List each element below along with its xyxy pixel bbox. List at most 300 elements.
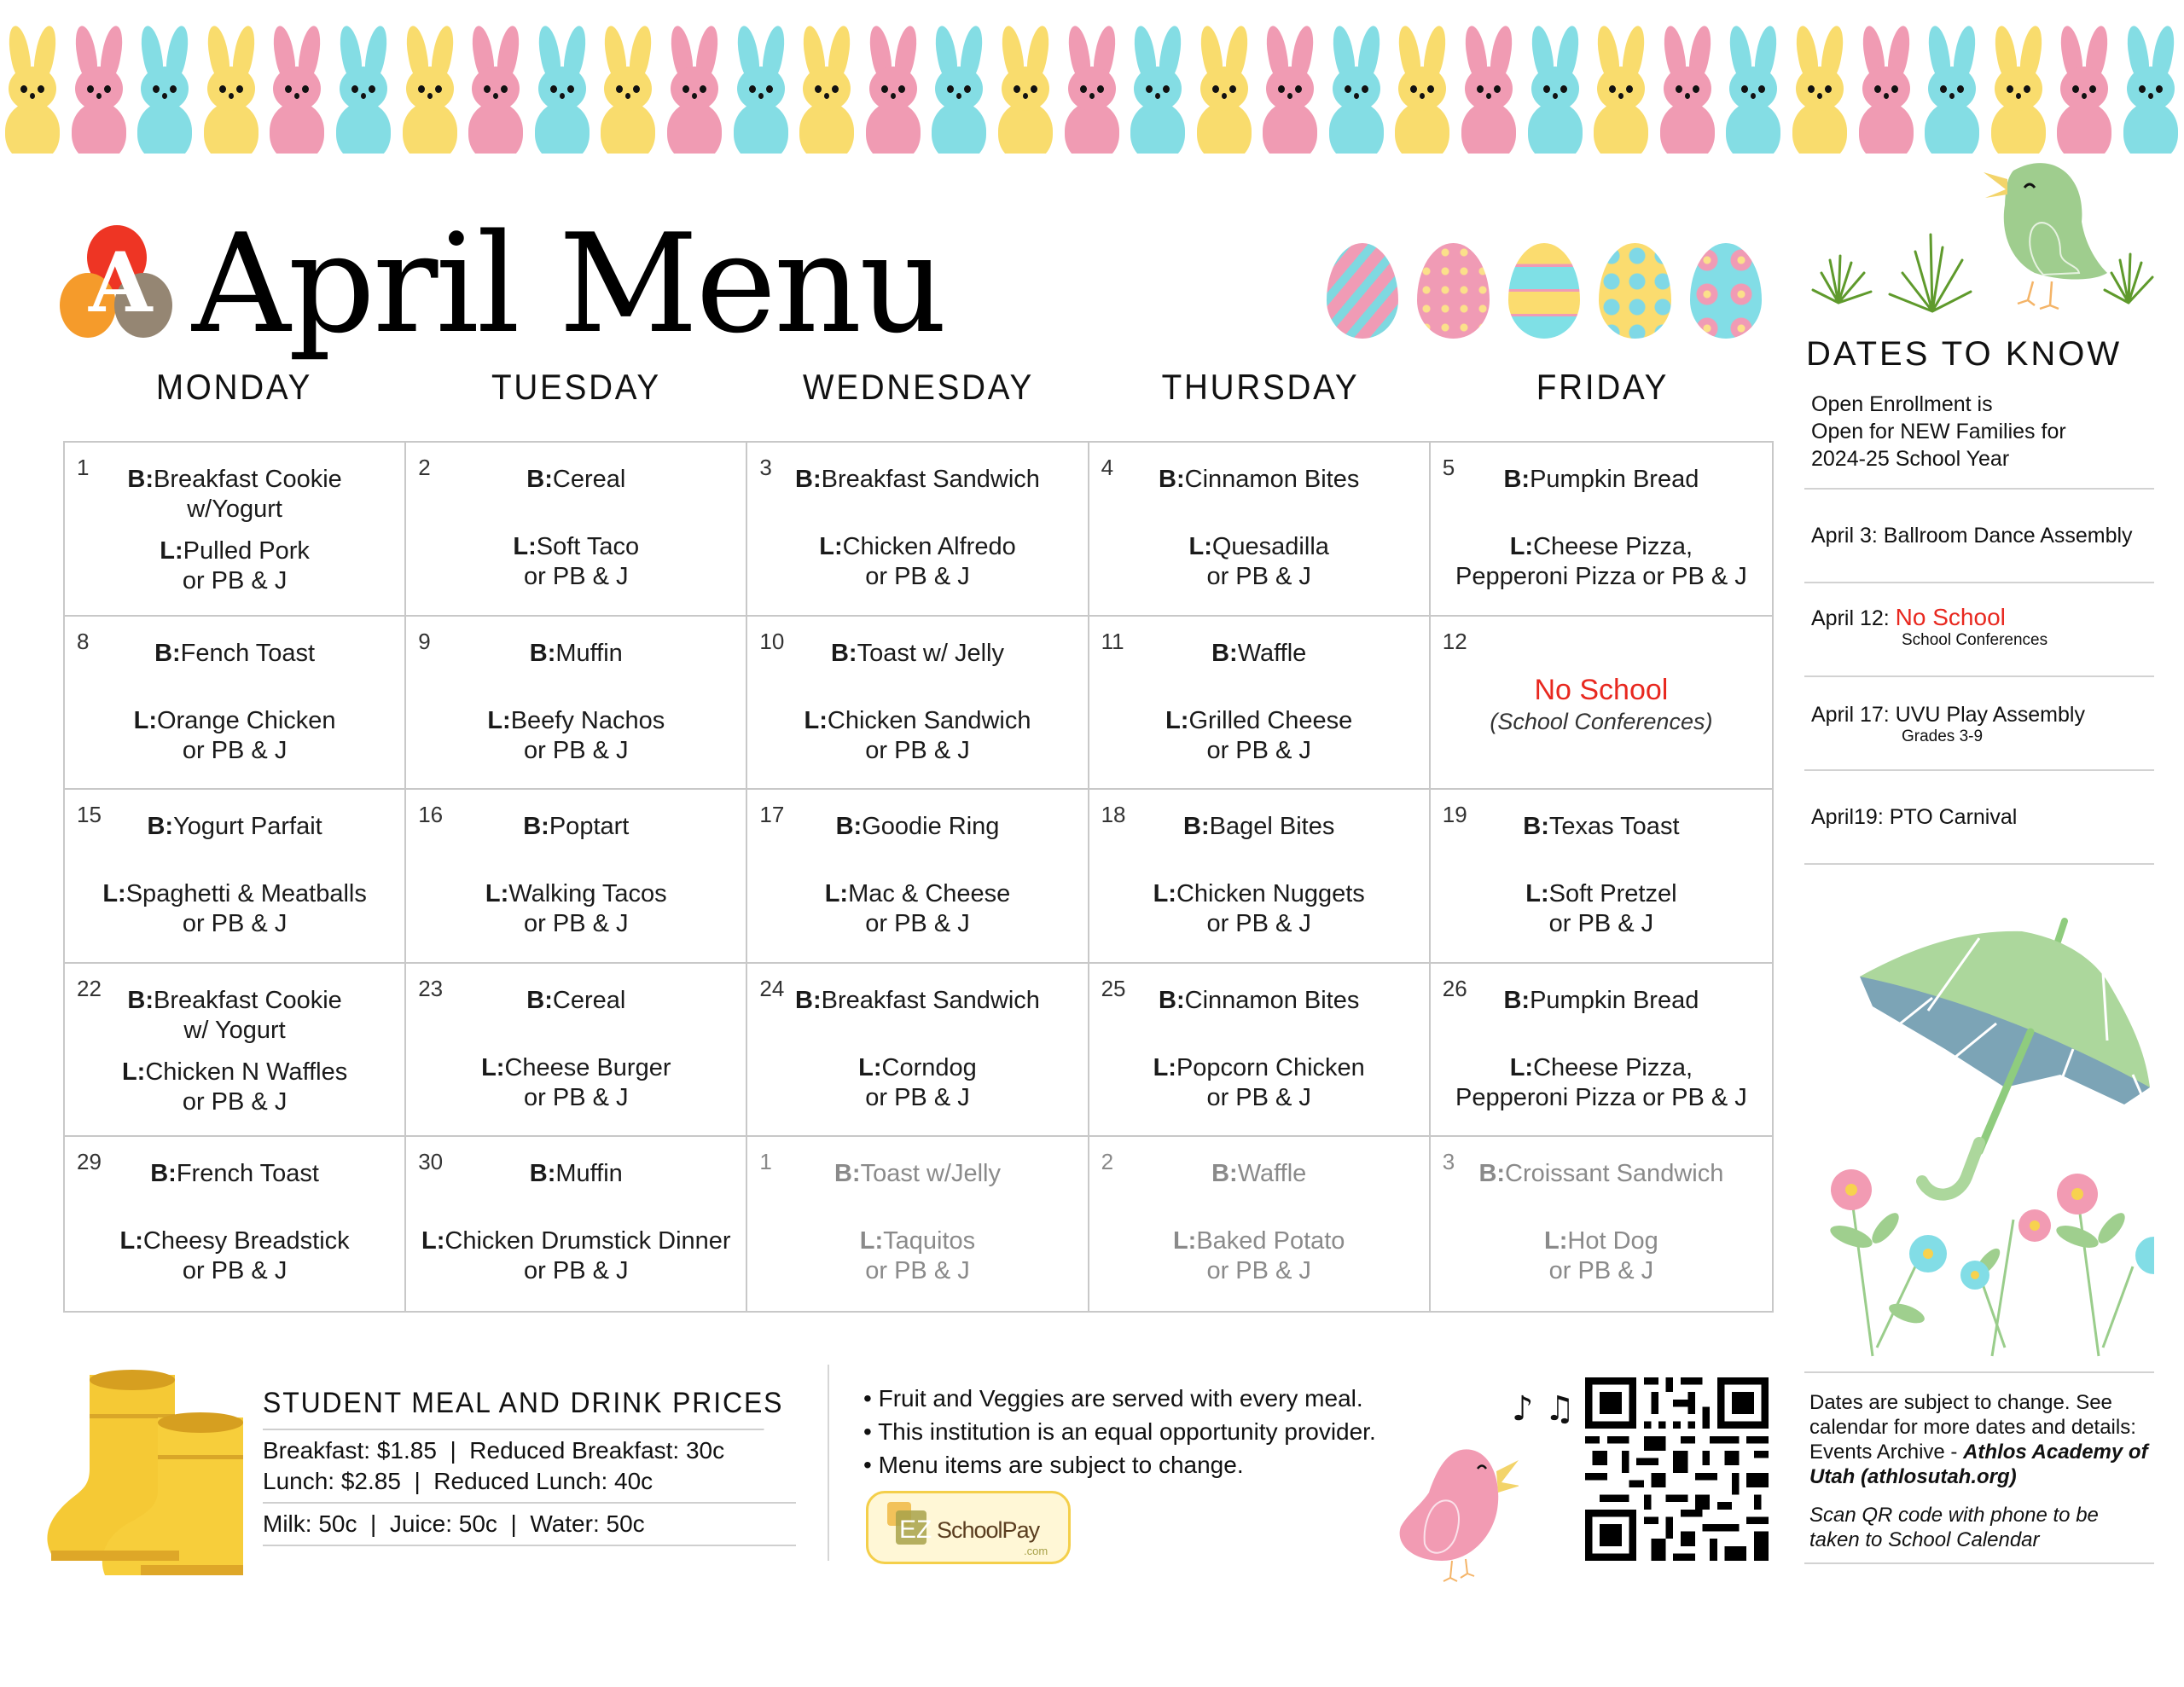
day-number: 2: [418, 455, 431, 480]
breakfast-item: [65, 1159, 404, 1189]
lunch-text: Pulled Pork: [183, 537, 310, 565]
day-number: 8: [77, 628, 90, 654]
breakfast-prefix: B:: [1211, 1160, 1238, 1188]
day-header-friday: FRIDAY: [1536, 367, 1670, 407]
bunny-icon: [530, 17, 596, 154]
breakfast-text: Cinnamon Bites: [1184, 986, 1360, 1014]
day-number: 18: [1101, 802, 1126, 828]
dates-to-know-title: DATES TO KNOW: [1806, 335, 2123, 373]
day-number: 1: [77, 455, 90, 480]
calendar-note: Dates are subject to change. See calendar for more dates and details: Events Archive -: [1809, 1391, 2136, 1464]
calendar-day-cell: [406, 443, 747, 617]
lunch-text: Chicken Alfredo: [842, 533, 1016, 560]
breakfast-item: [406, 812, 746, 842]
breakfast-text: Cereal: [552, 986, 626, 1014]
bunny-icon: [1721, 17, 1787, 154]
calendar-day-cell: [1431, 617, 1772, 791]
day-number: 3: [759, 455, 772, 480]
meal-prices: [263, 1387, 796, 1546]
date-item-april-17: [1804, 677, 2154, 771]
lunch-item: [406, 879, 746, 909]
bunny-icon: [662, 17, 729, 154]
lunch-prefix: L:: [102, 880, 126, 908]
sidebar-footer: [1804, 1371, 2154, 1564]
bunny-icon: [1986, 17, 2053, 154]
day-number: 3: [1442, 1149, 1455, 1175]
athlos-link[interactable]: Athlos Academy of Utah (athlosutah.org): [1809, 1441, 2148, 1488]
lunch-alternative: or PB & J: [524, 1083, 629, 1111]
breakfast-text: Muffin: [555, 639, 623, 667]
lunch-item: [747, 706, 1087, 736]
lunch-prefix: L:: [1509, 533, 1534, 560]
lunch-item: [1089, 1226, 1429, 1256]
date-event-sub: Grades 3-9: [1902, 728, 1984, 745]
lunch-alternative: or PB & J: [865, 1257, 970, 1285]
lunch-prefix: L:: [421, 1227, 445, 1255]
date-item-text: Open for NEW Families for: [1811, 420, 2066, 443]
day-number: 25: [1101, 975, 1126, 1001]
lunch-prefix: L:: [119, 1227, 143, 1255]
day-number: 5: [1442, 455, 1455, 480]
breakfast-text: Pumpkin Bread: [1530, 466, 1699, 493]
day-header-tuesday: TUESDAY: [491, 367, 661, 407]
date-item-april-12: [1804, 583, 2154, 677]
date-item-text: 2024-25 School Year: [1811, 447, 2010, 471]
day-number: 15: [77, 802, 102, 828]
bunny-icon: [1787, 17, 1854, 154]
bunny-icon: [199, 17, 265, 154]
breakfast-text: French Toast: [176, 1160, 319, 1188]
lunch-text: Chicken Nuggets: [1176, 880, 1365, 908]
bunny-icon: [1456, 17, 1523, 154]
breakfast-text: Croissant Sandwich: [1505, 1160, 1724, 1188]
lunch-prefix: L:: [1172, 1227, 1197, 1255]
lunch-text: Beefy Nachos: [510, 706, 665, 734]
lunch-alternative: or PB & J: [182, 910, 288, 938]
lunch-prefix: L:: [859, 1227, 884, 1255]
lunch-alternative: or PB & J: [865, 736, 970, 764]
calendar-day-cell: [747, 1137, 1089, 1311]
breakfast-text: Cinnamon Bites: [1184, 466, 1360, 493]
date-event: PTO Carnival: [1889, 805, 2018, 829]
calendar-day-cell: [1431, 1137, 1772, 1311]
lunch-text: Hot Dog: [1567, 1227, 1658, 1255]
lunch-prefix: L:: [1544, 1227, 1568, 1255]
breakfast-text: Breakfast Sandwich: [821, 466, 1040, 493]
logo-letter: A: [89, 235, 153, 331]
date-event: Ballroom Dance Assembly: [1883, 524, 2133, 548]
day-number: 11: [1101, 628, 1124, 654]
no-school-note: (School Conferences): [1490, 708, 1713, 734]
lunch-alternative: or PB & J: [865, 1083, 970, 1111]
date-label: April 17:: [1811, 703, 1890, 727]
calendar-day-cell: [1089, 790, 1431, 964]
umbrella-icon: [1804, 904, 2154, 1365]
bird-and-grass-illustration: [1804, 154, 2154, 320]
bunny-icon: [398, 17, 464, 154]
bunny-icon: [1192, 17, 1258, 154]
lunch-item: [1089, 706, 1429, 736]
calendar-day-cell: [1089, 1137, 1431, 1311]
date-event-no-school: No School: [1895, 604, 2006, 630]
date-event: UVU Play Assembly: [1895, 703, 2085, 727]
lunch-alternative: or PB & J: [182, 736, 288, 764]
lunch-text: Baked Potato: [1196, 1227, 1345, 1255]
lunch-prefix: L:: [1188, 533, 1212, 560]
lunch-prefix: L:: [819, 533, 843, 560]
breakfast-item: [406, 465, 746, 495]
breakfast-prefix: B:: [127, 466, 154, 493]
breakfast-prefix: B:: [1523, 813, 1549, 841]
lunch-text: Soft Pretzel: [1548, 880, 1677, 908]
lunch-alternative: or PB & J: [182, 1087, 288, 1116]
breakfast-prefix: B:: [526, 986, 553, 1014]
breakfast-prefix: B:: [127, 986, 154, 1014]
breakfast-text: Toast w/Jelly: [860, 1160, 1001, 1188]
breakfast-item: [65, 465, 404, 495]
lunch-prefix: L:: [487, 706, 511, 734]
breakfast-prefix: B:: [1211, 639, 1238, 667]
bunny-icon: [1258, 17, 1324, 154]
day-number: 22: [77, 975, 102, 1001]
breakfast-item: [65, 812, 404, 842]
breakfast-prefix: B:: [795, 986, 822, 1014]
breakfast-item: [406, 986, 746, 1016]
lunch-item: [406, 1226, 746, 1256]
lunch-text: Soft Taco: [536, 533, 640, 560]
calendar-day-cell: [1431, 964, 1772, 1138]
lunch-item: [65, 1226, 404, 1256]
date-item-april-19: [1804, 771, 2154, 865]
lunch-prefix: L:: [133, 706, 157, 734]
calendar-day-cell: [1089, 964, 1431, 1138]
lunch-item: [747, 532, 1087, 562]
lunch-alternative: Pepperoni Pizza or PB & J: [1455, 563, 1747, 590]
bunny-icon: [993, 17, 1060, 154]
lunch-alternative: or PB & J: [182, 567, 288, 594]
lunch-text: Cheese Burger: [504, 1053, 671, 1081]
calendar-day-cell: [406, 1137, 747, 1311]
drink-prices: Milk: 50c | Juice: 50c | Water: 50c: [263, 1504, 796, 1546]
lunch-text: Mac & Cheese: [848, 880, 1011, 908]
bunny-icon: [1589, 17, 1655, 154]
calendar-day-cell: [65, 790, 406, 964]
breakfast-text: Cereal: [552, 466, 626, 493]
umbrella-flowers-illustration: [1804, 904, 2154, 1365]
lunch-prefix: L:: [858, 1053, 882, 1081]
lunch-prefix: L:: [485, 880, 509, 908]
school-logo: [60, 225, 181, 338]
qr-instruction: Scan QR code with phone to be taken to School Calendar: [1809, 1504, 2099, 1551]
breakfast-prefix: B:: [150, 1160, 177, 1188]
breakfast-prefix: B:: [1159, 986, 1185, 1014]
bunny-icon: [463, 17, 530, 154]
lunch-alternative: or PB & J: [524, 736, 629, 764]
breakfast-text: Muffin: [555, 1160, 623, 1188]
breakfast-item: [1431, 986, 1772, 1016]
spotted-egg-icon: [1599, 243, 1670, 339]
breakfast-prefix: B:: [526, 466, 553, 493]
bunny-icon: [1920, 17, 1986, 154]
lunch-item: [65, 879, 404, 909]
day-number: 1: [759, 1149, 772, 1175]
date-event-sub: School Conferences: [1902, 631, 2048, 649]
note-subject-to-change: • Menu items are subject to change.: [863, 1448, 1376, 1481]
bunny-icon: [1854, 17, 1920, 154]
bunny-icon: [132, 17, 199, 154]
ezschoolpay-logo[interactable]: [866, 1491, 1071, 1564]
lunch-item: [65, 1058, 404, 1087]
date-label: April 3:: [1811, 524, 1878, 548]
dates-list: [1804, 391, 2154, 865]
breakfast-text: Fench Toast: [180, 639, 316, 667]
lunch-text: Taquitos: [883, 1227, 976, 1255]
breakfast-item: [1431, 465, 1772, 495]
date-item-text: Open Enrollment is: [1811, 392, 1993, 416]
lunch-text: Spaghetti & Meatballs: [125, 880, 367, 908]
breakfast-prefix: B:: [795, 466, 822, 493]
easter-eggs: [1327, 243, 1762, 341]
breakfast-item: [1089, 465, 1429, 495]
breakfast-item: [747, 812, 1087, 842]
ezschoolpay-tld: .com: [1024, 1545, 1048, 1557]
breakfast-text: Waffle: [1237, 639, 1307, 667]
breakfast-prefix: B:: [1183, 813, 1210, 841]
date-label: April 12:: [1811, 606, 1890, 630]
section-divider: [828, 1365, 829, 1561]
lunch-item: [1089, 1053, 1429, 1083]
dotted-egg-icon: [1417, 243, 1489, 339]
breakfast-text: w/ Yogurt: [183, 1016, 286, 1044]
lunch-item: [65, 536, 404, 566]
breakfast-item: [65, 986, 404, 1016]
lunch-item: [406, 1053, 746, 1083]
lunch-item: [65, 706, 404, 736]
breakfast-item: [1431, 812, 1772, 842]
day-number: 30: [418, 1149, 444, 1175]
calendar-day-cell: [65, 617, 406, 791]
breakfast-prefix: B:: [154, 639, 181, 667]
page-title: April Menu: [192, 204, 945, 363]
lunch-prefix: L:: [804, 706, 828, 734]
lunch-item: [406, 706, 746, 736]
bunny-icon: [1060, 17, 1126, 154]
lunch-prefix: L:: [824, 880, 849, 908]
ezschoolpay-name: SchoolPay: [937, 1517, 1040, 1543]
lunch-item: [1089, 532, 1429, 562]
lunch-item: [1089, 879, 1429, 909]
breakfast-prefix: B:: [1159, 466, 1185, 493]
breakfast-prefix: B:: [834, 1160, 861, 1188]
breakfast-price: Breakfast: $1.85 | Reduced Breakfast: 30c: [263, 1437, 725, 1464]
breakfast-prefix: B:: [835, 813, 863, 841]
dates-sidebar: [1804, 154, 2154, 865]
note-equal-opportunity: • This institution is an equal opportunity provider.: [863, 1415, 1376, 1448]
prices-title: STUDENT MEAL AND DRINK PRICES: [263, 1387, 764, 1430]
lunch-price: Lunch: $2.85 | Reduced Lunch: 40c: [263, 1468, 653, 1494]
calendar-day-cell: [747, 443, 1089, 617]
day-number: 23: [418, 975, 444, 1001]
lunch-alternative: or PB & J: [865, 563, 970, 590]
bunny-icon: [1125, 17, 1192, 154]
bunny-icon: [861, 17, 927, 154]
lunch-prefix: L:: [481, 1053, 505, 1081]
lunch-alternative: or PB & J: [1206, 910, 1311, 938]
lunch-text: Quesadilla: [1211, 533, 1329, 560]
breakfast-prefix: B:: [1478, 1160, 1506, 1188]
breakfast-prefix: B:: [1503, 986, 1531, 1014]
breakfast-text: w/Yogurt: [187, 496, 282, 523]
lunch-alternative: or PB & J: [1206, 1257, 1311, 1285]
bunny-icon: [2052, 17, 2118, 154]
lunch-text: Cheese Pizza,: [1533, 533, 1693, 560]
bunny-icon: [67, 17, 133, 154]
breakfast-text: Toast w/ Jelly: [857, 639, 1005, 667]
striped-egg-icon: [1327, 243, 1398, 339]
bunny-icon: [1655, 17, 1722, 154]
lunch-prefix: L:: [1525, 880, 1549, 908]
date-item-april-3: [1804, 490, 2154, 583]
lunch-item: [747, 879, 1087, 909]
lunch-alternative: or PB & J: [1206, 736, 1311, 764]
breakfast-prefix: B:: [147, 813, 174, 841]
lunch-text: Chicken Drumstick Dinner: [444, 1227, 731, 1255]
breakfast-prefix: B:: [830, 639, 857, 667]
floral-egg-icon: [1690, 243, 1762, 339]
calendar-day-cell: [747, 964, 1089, 1138]
singing-bird-icon: [1391, 1433, 1519, 1582]
breakfast-text: Breakfast Cookie: [153, 986, 342, 1014]
lunch-prefix: L:: [1509, 1053, 1534, 1081]
lunch-alternative: or PB & J: [1206, 563, 1311, 590]
breakfast-prefix: B:: [523, 813, 549, 841]
breakfast-text: Goodie Ring: [862, 813, 1000, 841]
breakfast-text: Waffle: [1237, 1160, 1307, 1188]
bunny-icon: [2118, 17, 2184, 154]
lunch-item: [747, 1053, 1087, 1083]
breakfast-item: [747, 639, 1087, 669]
breakfast-item: [65, 1016, 404, 1046]
breakfast-prefix: B:: [529, 1160, 556, 1188]
breakfast-text: Poptart: [549, 813, 630, 841]
lunch-text: Cheese Pizza,: [1533, 1053, 1693, 1081]
lunch-text: Corndog: [881, 1053, 977, 1081]
bunny-icon: [0, 17, 67, 154]
calendar-day-cell: [1089, 617, 1431, 791]
day-number: 9: [418, 628, 431, 654]
calendar-day-cell: [406, 617, 747, 791]
day-number: 16: [418, 802, 444, 828]
day-number: 19: [1442, 802, 1467, 828]
breakfast-item: [747, 1159, 1087, 1189]
bunny-icon: [926, 17, 993, 154]
note-fruit-veggies: • Fruit and Veggies are served with every meal.: [863, 1382, 1376, 1415]
lunch-alternative: or PB & J: [1548, 910, 1654, 938]
breakfast-item: [747, 465, 1087, 495]
lunch-alternative: or PB & J: [524, 1257, 629, 1285]
breakfast-text: Breakfast Sandwich: [821, 986, 1040, 1014]
lunch-alternative: or PB & J: [182, 1257, 288, 1285]
calendar-day-cell: [65, 443, 406, 617]
menu-notes: [863, 1382, 1376, 1481]
rain-boots-icon: [38, 1365, 243, 1578]
lunch-alternative: or PB & J: [524, 563, 629, 590]
lunch-alternative: Pepperoni Pizza or PB & J: [1455, 1083, 1747, 1111]
breakfast-text: Yogurt Parfait: [173, 813, 322, 841]
lunch-text: Popcorn Chicken: [1176, 1053, 1365, 1081]
lunch-text: Cheesy Breadstick: [142, 1227, 350, 1255]
day-number: 17: [759, 802, 785, 828]
lunch-item: [747, 1226, 1087, 1256]
date-label: April19:: [1811, 805, 1884, 829]
lunch-prefix: L:: [160, 537, 183, 565]
breakfast-item: [1089, 1159, 1429, 1189]
breakfast-text: Texas Toast: [1548, 813, 1680, 841]
menu-calendar: [63, 441, 1774, 1313]
lunch-prefix: L:: [1165, 706, 1189, 734]
lunch-prefix: L:: [1153, 880, 1176, 908]
day-number: 26: [1442, 975, 1467, 1001]
lunch-item: [1431, 532, 1772, 562]
bunny-icon: [1523, 17, 1589, 154]
breakfast-item: [65, 495, 404, 525]
lunch-text: Chicken Sandwich: [827, 706, 1031, 734]
bunny-icon: [331, 17, 398, 154]
lunch-text: Walking Tacos: [508, 880, 667, 908]
day-header-monday: MONDAY: [155, 367, 313, 407]
bunny-icon: [1390, 17, 1456, 154]
lunch-text: Grilled Cheese: [1188, 706, 1353, 734]
lunch-alternative: or PB & J: [524, 910, 629, 938]
breakfast-text: Pumpkin Bread: [1530, 986, 1699, 1014]
day-number: 24: [759, 975, 785, 1001]
lunch-item: [1431, 879, 1772, 909]
lunch-item: [1431, 1053, 1772, 1083]
breakfast-item: [1431, 1159, 1772, 1189]
music-notes-icon: ♪ ♫: [1512, 1389, 1576, 1429]
bunny-icon: [729, 17, 795, 154]
breakfast-item: [1089, 639, 1429, 669]
lunch-alternative: or PB & J: [1206, 1083, 1311, 1111]
ezschoolpay-ez: EZ: [899, 1516, 932, 1544]
breakfast-prefix: B:: [1503, 466, 1531, 493]
day-number: 4: [1101, 455, 1114, 480]
zigzag-egg-icon: [1508, 243, 1580, 339]
calendar-day-cell: [406, 964, 747, 1138]
bunny-icon: [794, 17, 861, 154]
lunch-prefix: L:: [513, 533, 537, 560]
lunch-alternative: or PB & J: [865, 910, 970, 938]
calendar-day-cell: [747, 617, 1089, 791]
calendar-day-cell: [65, 1137, 406, 1311]
calendar-day-cell: [1431, 790, 1772, 964]
calendar-day-cell: [747, 790, 1089, 964]
breakfast-item: [1089, 812, 1429, 842]
day-header-wednesday: WEDNESDAY: [802, 367, 1035, 407]
calendar-day-cell: [1431, 443, 1772, 617]
breakfast-prefix: B:: [529, 639, 556, 667]
lunch-prefix: L:: [1153, 1053, 1176, 1081]
calendar-day-cell: [406, 790, 747, 964]
day-number: 2: [1101, 1149, 1114, 1175]
day-number: 12: [1442, 628, 1467, 654]
day-header-thursday: THURSDAY: [1161, 367, 1360, 407]
qr-code[interactable]: [1585, 1377, 1769, 1561]
grass-icon: [1804, 154, 2154, 320]
lunch-item: [406, 532, 746, 562]
lunch-text: Orange Chicken: [157, 706, 336, 734]
no-school-label: No School: [1534, 673, 1669, 706]
